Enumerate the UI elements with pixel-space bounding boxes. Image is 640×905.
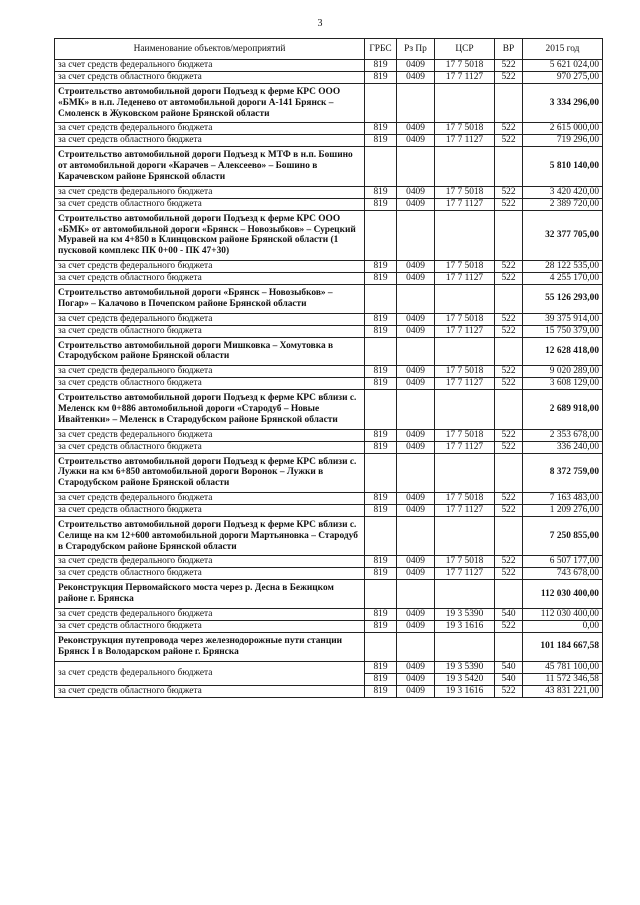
- empty-cell: [435, 390, 495, 429]
- empty-cell: [435, 147, 495, 186]
- table-row: [55, 685, 603, 697]
- table-row-object: [55, 453, 603, 492]
- object-name: Реконструкция путепровода через железнодорожные пути станции Брянск I в Володарском районе г. Брянска: [55, 632, 365, 661]
- table-row: [55, 492, 603, 504]
- amount: 1 209 276,00: [523, 504, 603, 516]
- csr-code: 17 7 1127: [435, 568, 495, 580]
- vr-code: 522: [495, 123, 523, 135]
- rz-pr-code: 0409: [397, 661, 435, 673]
- rz-pr-code: 0409: [397, 685, 435, 697]
- empty-cell: [435, 453, 495, 492]
- empty-cell: [495, 632, 523, 661]
- table-row: [55, 429, 603, 441]
- empty-cell: [495, 84, 523, 123]
- rz-pr-code: 0409: [397, 186, 435, 198]
- vr-code: 522: [495, 366, 523, 378]
- csr-code: 17 7 1127: [435, 198, 495, 210]
- rz-pr-code: 0409: [397, 429, 435, 441]
- table-row: [55, 186, 603, 198]
- rz-pr-code: 0409: [397, 123, 435, 135]
- amount: 2 389 720,00: [523, 198, 603, 210]
- grbs-code: 819: [365, 568, 397, 580]
- rz-pr-code: 0409: [397, 198, 435, 210]
- funding-source: за счет средств федерального бюджета: [55, 186, 365, 198]
- object-total: 101 184 667,58: [523, 632, 603, 661]
- empty-cell: [397, 210, 435, 260]
- table-row: [55, 608, 603, 620]
- header-rz-pr: Рз Пр: [397, 39, 435, 60]
- table-row-object: [55, 632, 603, 661]
- amount: 9 020 289,00: [523, 366, 603, 378]
- empty-cell: [397, 632, 435, 661]
- grbs-code: 819: [365, 123, 397, 135]
- grbs-code: 819: [365, 429, 397, 441]
- vr-code: 522: [495, 441, 523, 453]
- amount: 5 621 024,00: [523, 60, 603, 72]
- table-row: [55, 272, 603, 284]
- table-row: [55, 123, 603, 135]
- csr-code: 17 7 5018: [435, 186, 495, 198]
- empty-cell: [397, 84, 435, 123]
- funding-source: за счет средств федерального бюджета: [55, 60, 365, 72]
- table-row: [55, 378, 603, 390]
- grbs-code: 819: [365, 198, 397, 210]
- header-csr: ЦСР: [435, 39, 495, 60]
- grbs-code: 819: [365, 608, 397, 620]
- grbs-code: 819: [365, 325, 397, 337]
- object-name: Строительство автомобильной дороги Подъезд к ферме КРС вблизи с. Меленск км 0+886 автомобильной дороги «Стародуб – Новые Ивайтенки» – Меленск в Стародубском районе Брянской области: [55, 390, 365, 429]
- funding-source: за счет средств федерального бюджета: [55, 429, 365, 441]
- funding-source: за счет средств федерального бюджета: [55, 661, 365, 685]
- vr-code: 522: [495, 685, 523, 697]
- funding-source: за счет средств областного бюджета: [55, 198, 365, 210]
- funding-source: за счет средств областного бюджета: [55, 620, 365, 632]
- empty-cell: [435, 516, 495, 555]
- vr-code: 540: [495, 608, 523, 620]
- empty-cell: [397, 453, 435, 492]
- amount: 336 240,00: [523, 441, 603, 453]
- csr-code: 17 7 5018: [435, 123, 495, 135]
- rz-pr-code: 0409: [397, 441, 435, 453]
- table-row: [55, 325, 603, 337]
- funding-source: за счет средств областного бюджета: [55, 325, 365, 337]
- empty-cell: [365, 453, 397, 492]
- vr-code: 522: [495, 198, 523, 210]
- grbs-code: 819: [365, 620, 397, 632]
- funding-source: за счет средств областного бюджета: [55, 568, 365, 580]
- table-row-object: [55, 210, 603, 260]
- funding-source: за счет средств федерального бюджета: [55, 123, 365, 135]
- table-row-object: [55, 337, 603, 366]
- grbs-code: 819: [365, 673, 397, 685]
- object-total: 3 334 296,00: [523, 84, 603, 123]
- table-row: [55, 135, 603, 147]
- amount: 2 615 000,00: [523, 123, 603, 135]
- vr-code: 522: [495, 620, 523, 632]
- amount: 0,00: [523, 620, 603, 632]
- table-row: [55, 260, 603, 272]
- table-row-object: [55, 390, 603, 429]
- grbs-code: 819: [365, 366, 397, 378]
- grbs-code: 819: [365, 313, 397, 325]
- vr-code: 522: [495, 135, 523, 147]
- csr-code: 17 7 1127: [435, 441, 495, 453]
- object-total: 32 377 705,00: [523, 210, 603, 260]
- empty-cell: [495, 453, 523, 492]
- vr-code: 522: [495, 325, 523, 337]
- grbs-code: 819: [365, 378, 397, 390]
- amount: 719 296,00: [523, 135, 603, 147]
- object-name: Строительство автомобильной дороги Подъезд к ферме КРС ООО «БМК» от автомобильной дороги «Брянск – Новозыбков» – Сурецкий Муравей на км 4+850 в Клинцовском районе Брянской области (1 пусковой комплекс ПК 0+00 - ПК 47+30): [55, 210, 365, 260]
- funding-source: за счет средств федерального бюджета: [55, 260, 365, 272]
- csr-code: 17 7 5018: [435, 260, 495, 272]
- empty-cell: [365, 632, 397, 661]
- funding-source: за счет средств областного бюджета: [55, 272, 365, 284]
- funding-source: за счет средств областного бюджета: [55, 72, 365, 84]
- rz-pr-code: 0409: [397, 366, 435, 378]
- amount: 45 781 100,00: [523, 661, 603, 673]
- empty-cell: [365, 147, 397, 186]
- object-total: 5 810 140,00: [523, 147, 603, 186]
- empty-cell: [365, 390, 397, 429]
- table-row-object: [55, 580, 603, 609]
- table-row: [55, 556, 603, 568]
- empty-cell: [397, 390, 435, 429]
- csr-code: 19 3 5390: [435, 661, 495, 673]
- header-vr: ВР: [495, 39, 523, 60]
- table-body: [55, 60, 603, 698]
- csr-code: 17 7 1127: [435, 504, 495, 516]
- object-total: 112 030 400,00: [523, 580, 603, 609]
- funding-source: за счет средств областного бюджета: [55, 504, 365, 516]
- empty-cell: [495, 580, 523, 609]
- funding-source: за счет средств областного бюджета: [55, 135, 365, 147]
- empty-cell: [365, 516, 397, 555]
- empty-cell: [365, 337, 397, 366]
- rz-pr-code: 0409: [397, 620, 435, 632]
- grbs-code: 819: [365, 272, 397, 284]
- empty-cell: [397, 337, 435, 366]
- vr-code: 522: [495, 313, 523, 325]
- empty-cell: [435, 632, 495, 661]
- amount: 15 750 379,00: [523, 325, 603, 337]
- amount: 970 275,00: [523, 72, 603, 84]
- rz-pr-code: 0409: [397, 504, 435, 516]
- table-row: [55, 568, 603, 580]
- empty-cell: [495, 284, 523, 313]
- table-row-object: [55, 84, 603, 123]
- amount: 7 163 483,00: [523, 492, 603, 504]
- rz-pr-code: 0409: [397, 673, 435, 685]
- empty-cell: [495, 337, 523, 366]
- empty-cell: [397, 516, 435, 555]
- rz-pr-code: 0409: [397, 135, 435, 147]
- empty-cell: [495, 210, 523, 260]
- empty-cell: [365, 284, 397, 313]
- object-name: Строительство автомобильной дороги Подъезд к МТФ в н.п. Бошино от автомобильной дороги «Карачев – Алексеево» – Бошино в Карачевском районе Брянской области: [55, 147, 365, 186]
- rz-pr-code: 0409: [397, 72, 435, 84]
- csr-code: 17 7 1127: [435, 272, 495, 284]
- amount: 2 353 678,00: [523, 429, 603, 441]
- rz-pr-code: 0409: [397, 378, 435, 390]
- vr-code: 522: [495, 492, 523, 504]
- rz-pr-code: 0409: [397, 313, 435, 325]
- grbs-code: 819: [365, 492, 397, 504]
- amount: 4 255 170,00: [523, 272, 603, 284]
- rz-pr-code: 0409: [397, 60, 435, 72]
- vr-code: 522: [495, 272, 523, 284]
- page-number: 3: [317, 18, 323, 29]
- empty-cell: [495, 147, 523, 186]
- grbs-code: 819: [365, 260, 397, 272]
- table-row-object: [55, 516, 603, 555]
- grbs-code: 819: [365, 72, 397, 84]
- table-row: [55, 198, 603, 210]
- table-row-object: [55, 147, 603, 186]
- empty-cell: [435, 580, 495, 609]
- funding-source: за счет средств федерального бюджета: [55, 556, 365, 568]
- csr-code: 17 7 5018: [435, 556, 495, 568]
- vr-code: 522: [495, 556, 523, 568]
- object-total: 55 126 293,00: [523, 284, 603, 313]
- grbs-code: 819: [365, 661, 397, 673]
- vr-code: 540: [495, 673, 523, 685]
- table-row: [55, 661, 603, 673]
- amount: 28 122 535,00: [523, 260, 603, 272]
- empty-cell: [365, 580, 397, 609]
- table-row: [55, 72, 603, 84]
- table-row: [55, 366, 603, 378]
- funding-source: за счет средств областного бюджета: [55, 378, 365, 390]
- csr-code: 19 3 1616: [435, 620, 495, 632]
- vr-code: 522: [495, 72, 523, 84]
- vr-code: 522: [495, 378, 523, 390]
- csr-code: 17 7 1127: [435, 135, 495, 147]
- empty-cell: [435, 84, 495, 123]
- empty-cell: [435, 210, 495, 260]
- grbs-code: 819: [365, 556, 397, 568]
- grbs-code: 819: [365, 60, 397, 72]
- empty-cell: [365, 84, 397, 123]
- csr-code: 17 7 5018: [435, 313, 495, 325]
- table-row: [55, 313, 603, 325]
- csr-code: 19 3 5390: [435, 608, 495, 620]
- table-row: [55, 620, 603, 632]
- object-total: 2 689 918,00: [523, 390, 603, 429]
- csr-code: 17 7 1127: [435, 325, 495, 337]
- table-row-object: [55, 284, 603, 313]
- object-name: Строительство автомобильной дороги Подъезд к ферме КРС вблизи с. Лужки на км 6+850 автомобильной дороги Воронок – Лужки в Стародубском районе Брянской области: [55, 453, 365, 492]
- grbs-code: 819: [365, 135, 397, 147]
- table-header-row: [55, 39, 603, 60]
- table-row: [55, 504, 603, 516]
- vr-code: 540: [495, 661, 523, 673]
- header-year: 2015 год: [523, 39, 603, 60]
- vr-code: 522: [495, 60, 523, 72]
- header-grbs: ГРБС: [365, 39, 397, 60]
- table-row: [55, 441, 603, 453]
- amount: 112 030 400,00: [523, 608, 603, 620]
- funding-source: за счет средств федерального бюджета: [55, 608, 365, 620]
- object-name: Строительство автомобильной дороги Подъезд к ферме КРС ООО «БМК» в н.п. Леденево от автомобильной дороги А-141 Брянск – Смоленск в Жуковском районе Брянской области: [55, 84, 365, 123]
- grbs-code: 819: [365, 441, 397, 453]
- object-total: 12 628 418,00: [523, 337, 603, 366]
- csr-code: 19 3 1616: [435, 685, 495, 697]
- object-total: 7 250 855,00: [523, 516, 603, 555]
- amount: 3 420 420,00: [523, 186, 603, 198]
- amount: 3 608 129,00: [523, 378, 603, 390]
- csr-code: 17 7 5018: [435, 366, 495, 378]
- rz-pr-code: 0409: [397, 556, 435, 568]
- empty-cell: [397, 580, 435, 609]
- object-name: Строительство автомобильной дороги Подъезд к ферме КРС вблизи с. Селище на км 12+600 автомобильной дороги Мартьяновка – Стародуб в Стародубском районе Брянской области: [55, 516, 365, 555]
- funding-source: за счет средств областного бюджета: [55, 441, 365, 453]
- funding-source: за счет средств федерального бюджета: [55, 492, 365, 504]
- rz-pr-code: 0409: [397, 272, 435, 284]
- vr-code: 522: [495, 186, 523, 198]
- object-name: Строительство автомобильной дороги «Брянск – Новозыбков» – Погар» – Калачово в Почепском районе Брянской области: [55, 284, 365, 313]
- vr-code: 522: [495, 568, 523, 580]
- object-total: 8 372 759,00: [523, 453, 603, 492]
- empty-cell: [397, 147, 435, 186]
- vr-code: 522: [495, 260, 523, 272]
- empty-cell: [435, 284, 495, 313]
- amount: 6 507 177,00: [523, 556, 603, 568]
- budget-table: [54, 38, 603, 698]
- header-name: Наименование объектов/мероприятий: [55, 39, 365, 60]
- vr-code: 522: [495, 504, 523, 516]
- csr-code: 17 7 5018: [435, 60, 495, 72]
- csr-code: 19 3 5420: [435, 673, 495, 685]
- rz-pr-code: 0409: [397, 492, 435, 504]
- csr-code: 17 7 5018: [435, 492, 495, 504]
- empty-cell: [495, 516, 523, 555]
- funding-source: за счет средств федерального бюджета: [55, 366, 365, 378]
- amount: 43 831 221,00: [523, 685, 603, 697]
- funding-source: за счет средств федерального бюджета: [55, 313, 365, 325]
- csr-code: 17 7 1127: [435, 72, 495, 84]
- object-name: Строительство автомобильной дороги Мишковка – Хомутовка в Стародубском районе Брянской области: [55, 337, 365, 366]
- amount: 39 375 914,00: [523, 313, 603, 325]
- rz-pr-code: 0409: [397, 608, 435, 620]
- grbs-code: 819: [365, 186, 397, 198]
- rz-pr-code: 0409: [397, 568, 435, 580]
- rz-pr-code: 0409: [397, 325, 435, 337]
- amount: 11 572 346,58: [523, 673, 603, 685]
- grbs-code: 819: [365, 504, 397, 516]
- empty-cell: [435, 337, 495, 366]
- funding-source: за счет средств областного бюджета: [55, 685, 365, 697]
- empty-cell: [397, 284, 435, 313]
- csr-code: 17 7 5018: [435, 429, 495, 441]
- table-row: [55, 60, 603, 72]
- empty-cell: [365, 210, 397, 260]
- vr-code: 522: [495, 429, 523, 441]
- csr-code: 17 7 1127: [435, 378, 495, 390]
- empty-cell: [495, 390, 523, 429]
- grbs-code: 819: [365, 685, 397, 697]
- object-name: Реконструкция Первомайского моста через р. Десна в Бежицком районе г. Брянска: [55, 580, 365, 609]
- rz-pr-code: 0409: [397, 260, 435, 272]
- amount: 743 678,00: [523, 568, 603, 580]
